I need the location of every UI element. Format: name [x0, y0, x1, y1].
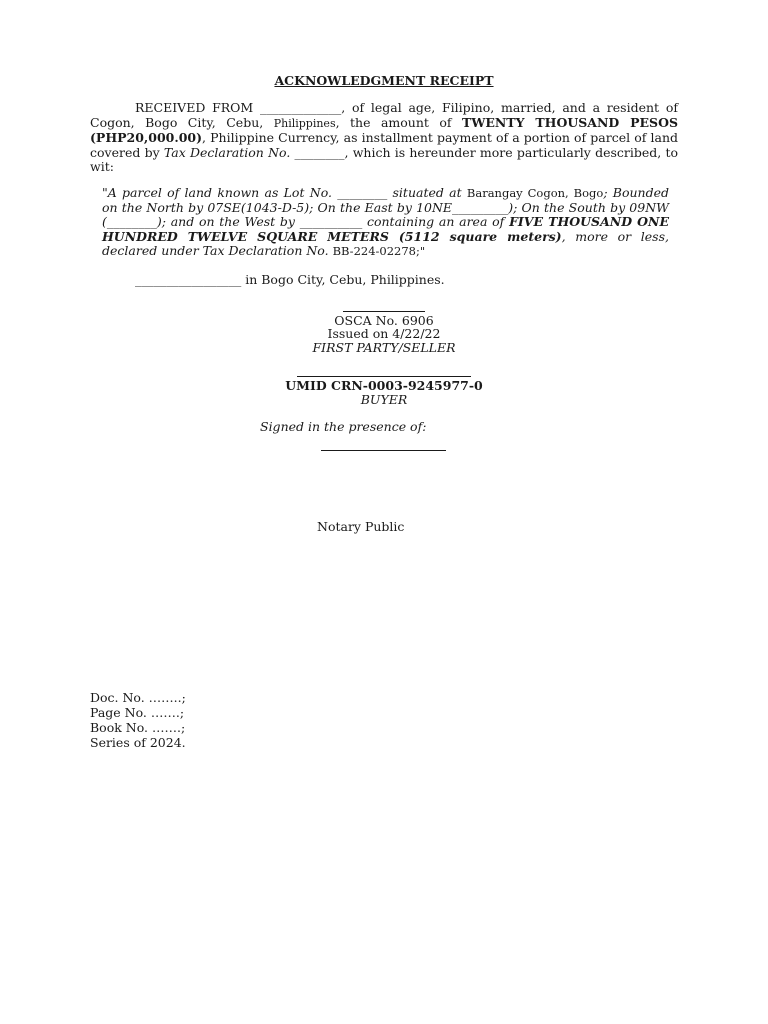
seller-issued: Issued on 4/22/22 — [327, 326, 441, 341]
place-blank: _________________ — [135, 272, 242, 287]
presence-label: Signed in the presence of: — [260, 419, 427, 434]
paragraph-text-a: , of legal age, Filipino, married, and a resident of Cogon, Bogo City, Cebu, — [90, 100, 678, 130]
blank-tax: ________ — [294, 144, 345, 160]
quote-part-2: ; Bounded on the North by 07SE(1043-D-5); On the East by 10NE_________); On the South by 09NW (________); and on the West by __________ containing an area of — [102, 185, 670, 230]
place-line — [135, 272, 445, 287]
philippines-text: Philippines — [273, 116, 336, 130]
area-text: FIVE THOUSAND ONE HUNDRED TWELVE SQUARE METERS (5112 square meters) — [102, 214, 669, 244]
buyer-umid: UMID CRN-0003-9245977-0 — [285, 378, 483, 393]
signature-line — [343, 301, 425, 312]
seller-role: FIRST PARTY/SELLER — [312, 340, 456, 355]
paragraph-text-d: , which is hereunder more particularly described, to wit: — [90, 144, 678, 175]
barangay-text: Barangay Cogon, Bogo — [466, 186, 604, 200]
book-number: Book No. …….; — [90, 720, 186, 735]
signature-line — [297, 366, 471, 377]
witness-signature-line — [321, 450, 446, 451]
amount-words: TWENTY THOUSAND PESOS (PHP20,000.00) — [90, 114, 678, 146]
buyer-role: BUYER — [360, 392, 408, 407]
place-text: in Bogo City, Cebu, Philippines. — [241, 272, 445, 287]
blank-name: _____________ — [259, 100, 342, 115]
notary-public-label: Notary Public — [317, 519, 405, 534]
doc-number: Doc. No. ……..; — [90, 690, 186, 705]
document-title: ACKNOWLEDGMENT RECEIPT — [274, 73, 494, 88]
paragraph-text-b: , the amount of — [335, 114, 463, 130]
quote-part-3: , more or less, declared under Tax Declaration No. — [102, 228, 669, 259]
land-description-quote — [102, 186, 669, 259]
seller-osca: OSCA No. 6906 — [334, 313, 434, 328]
series-year: Series of 2024. — [90, 735, 186, 750]
notarial-register — [90, 690, 186, 750]
receipt-paragraph — [90, 101, 678, 175]
received-from-text: RECEIVED FROM — [135, 100, 254, 115]
page-number: Page No. …….; — [90, 705, 185, 720]
tax-number: BB-224-02278;" — [332, 244, 426, 259]
paragraph-text-c: , Philippine Currency, as installment payment of a portion of parcel of land covered by — [90, 130, 678, 160]
quote-part-1: "A parcel of land known as Lot No. ________ situated at — [102, 185, 467, 200]
tax-declaration-label: Tax Declaration No. — [163, 144, 291, 160]
